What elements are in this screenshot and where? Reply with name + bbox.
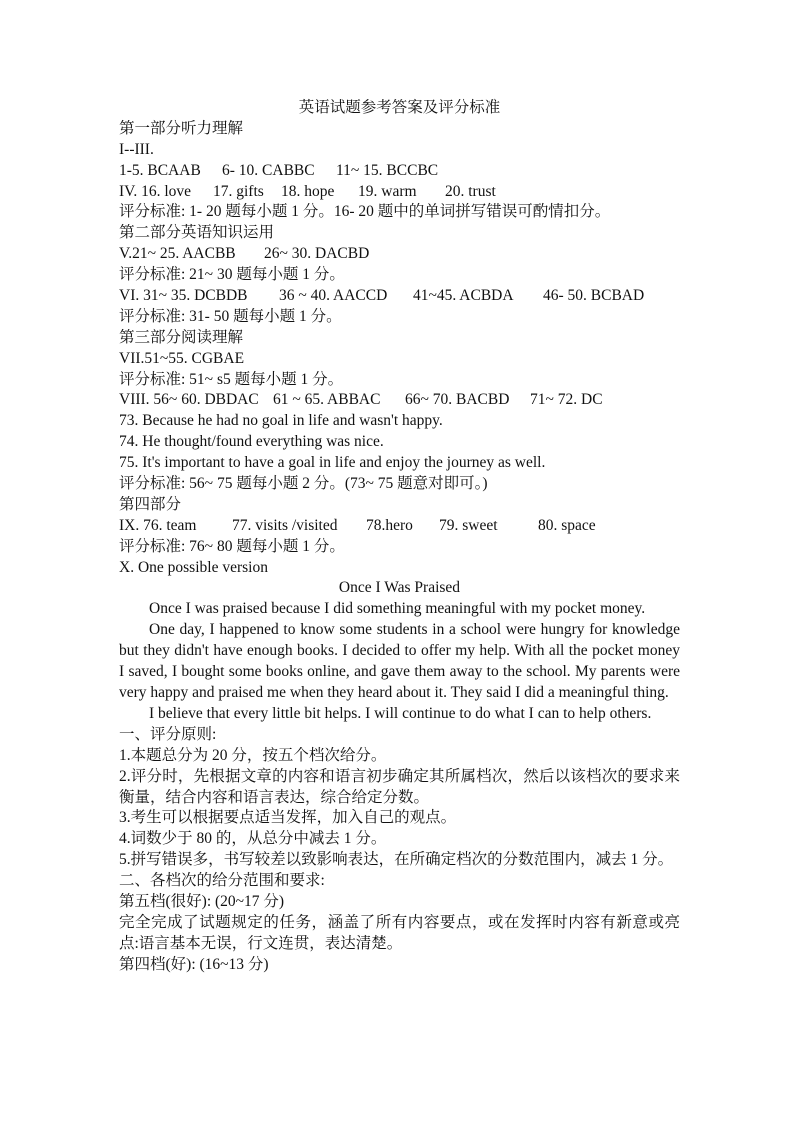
- principle-item: 5.拼写错误多，书写较差以致影响表达，在所确定档次的分数范围内，减去 1 分。: [119, 851, 674, 869]
- answer-group: IV. 16. love: [119, 182, 192, 200]
- answer-group: IX. 76. team: [119, 516, 197, 534]
- answers-16-20: [119, 182, 680, 203]
- answers-21-30: [119, 244, 680, 265]
- part3-heading: 第三部分阅读理解: [119, 328, 244, 346]
- essay-paragraph: One day, I happened to know some students in a school were hungry for knowledge but they didn't have enough books. I decided to offer my help. With all the pocket money I saved, I bought some books online, and gave them away to the school. My parents were very happy and praised me when they heard about it. They said I did a meaningful thing.: [119, 621, 680, 701]
- answer-75: 75. It's important to have a goal in life and enjoy the journey as well.: [119, 454, 546, 472]
- principles-heading: 一、评分原则:: [119, 725, 217, 743]
- answer-group: 79. sweet: [439, 516, 498, 534]
- answer-group: 6- 10. CABBC: [222, 161, 315, 179]
- answer-group: VI. 31~ 35. DCBDB: [119, 287, 248, 305]
- part2-heading: 第二部分英语知识运用: [119, 224, 275, 242]
- criteria-1-20: 评分标准: 1- 20 题每小题 1 分。16- 20 题中的单词拼写错误可酌情扣分。: [119, 203, 611, 221]
- answer-group: V.21~ 25. AACBB: [119, 245, 236, 263]
- answer-group: 46- 50. BCBAD: [543, 287, 645, 305]
- document-title: 英语试题参考答案及评分标准: [298, 99, 501, 116]
- answers-31-50: [119, 286, 680, 307]
- answer-group: 80. space: [538, 516, 596, 534]
- principle-item: 1.本题总分为 20 分，按五个档次给分。: [119, 746, 387, 764]
- version-label: X. One possible version: [119, 558, 268, 576]
- answer-group: 71~ 72. DC: [530, 391, 603, 409]
- criteria-51-55: 评分标准: 51~ s5 题每小题 1 分。: [119, 370, 344, 388]
- answers-1-15: [119, 161, 680, 182]
- criteria-76-80: 评分标准: 76~ 80 题每小题 1 分。: [119, 537, 345, 555]
- answer-group: 20. trust: [445, 182, 496, 200]
- part1-heading: 第一部分听力理解: [119, 119, 244, 137]
- answer-group: 77. visits /visited: [232, 516, 338, 534]
- essay-title: Once I Was Praised: [338, 579, 461, 597]
- answer-group: VIII. 56~ 60. DBDAC: [119, 391, 259, 409]
- part4-heading: 第四部分: [119, 495, 182, 513]
- criteria-56-75: 评分标准: 56~ 75 题每小题 2 分。(73~ 75 题意对即可。): [119, 475, 488, 493]
- answer-74: 74. He thought/found everything was nice.: [119, 433, 384, 451]
- principle-item: 2.评分时，先根据文章的内容和语言初步确定其所属档次，然后以该档次的要求来衡量，结合内容和语言表达，综合给定分数。: [119, 767, 680, 806]
- answer-group: 17. gifts: [213, 182, 264, 200]
- level4-title: 第四档(好): (16~13 分): [119, 955, 269, 973]
- answer-group: 11~ 15. BCCBC: [336, 161, 439, 179]
- levels-heading: 二、各档次的给分范围和要求:: [119, 872, 325, 890]
- answer-group: 18. hope: [281, 182, 335, 200]
- criteria-21-30: 评分标准: 21~ 30 题每小题 1 分。: [119, 266, 345, 284]
- answer-73: 73. Because he had no goal in life and wasn't happy.: [119, 412, 443, 430]
- essay-paragraph: I believe that every little bit helps. I will continue to do what I can to help others.: [149, 704, 652, 722]
- answer-group: 61 ~ 65. ABBAC: [273, 391, 381, 409]
- level5-description: 完全完成了试题规定的任务，涵盖了所有内容要点，或在发挥时内容有新意或亮点:语言基本无误，行文连贯，表达清楚。: [119, 913, 680, 952]
- answer-group: 1-5. BCAAB: [119, 161, 201, 179]
- answers-76-80: [119, 516, 680, 537]
- answer-group: 41~45. ACBDA: [413, 287, 514, 305]
- criteria-31-50: 评分标准: 31- 50 题每小题 1 分。: [119, 307, 342, 325]
- principle-item: 3.考生可以根据要点适当发挥，加入自己的观点。: [119, 809, 457, 827]
- principle-item: 4.词数少于 80 的，从总分中减去 1 分。: [119, 830, 387, 848]
- answer-group: 19. warm: [358, 182, 417, 200]
- section-i-iii: I--III.: [119, 140, 154, 158]
- answers-51-55: VII.51~55. CGBAE: [119, 349, 245, 367]
- answer-group: 66~ 70. BACBD: [405, 391, 510, 409]
- answer-group: 78.hero: [366, 516, 413, 534]
- answer-group: 36 ~ 40. AACCD: [279, 287, 388, 305]
- level5-title: 第五档(很好): (20~17 分): [119, 893, 285, 911]
- essay-paragraph: Once I was praised because I did something meaningful with my pocket money.: [149, 600, 646, 618]
- document-body: [119, 98, 680, 976]
- answers-56-72: [119, 390, 680, 411]
- answer-group: 26~ 30. DACBD: [264, 245, 370, 263]
